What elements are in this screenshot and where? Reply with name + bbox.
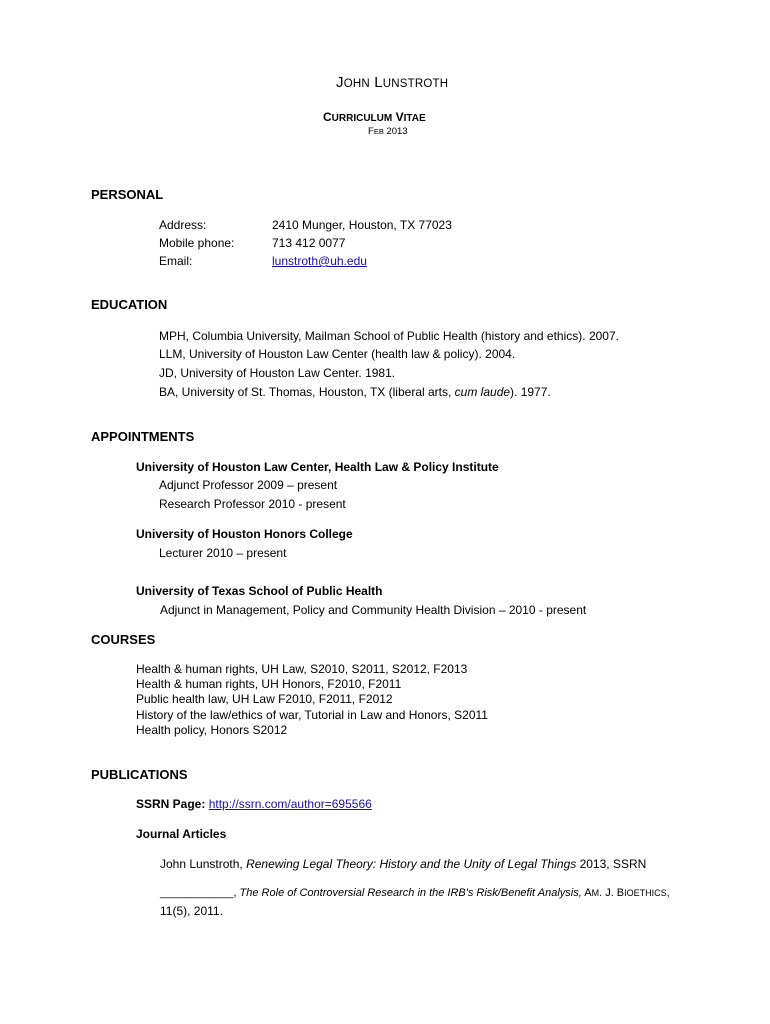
cv-name: JOHN LUNSTROTH — [336, 74, 449, 91]
personal-label-address: Address: — [159, 218, 207, 232]
section-heading-appointments: APPOINTMENTS — [91, 429, 195, 444]
cv-title: CURRICULUM VITAE — [323, 110, 426, 124]
section-heading-personal: PERSONAL — [91, 187, 164, 202]
personal-value-address: 2410 Munger, Houston, TX 77023 — [272, 218, 452, 232]
course-item: Health policy, Honors S2012 — [136, 723, 288, 737]
cv-date: FEB 2013 — [368, 126, 408, 137]
appointment-role: Adjunct Professor 2009 – present — [159, 478, 338, 492]
course-item: Health & human rights, UH Honors, F2010, F2011 — [136, 677, 402, 691]
appointment-institution: University of Houston Law Center, Health Law & Policy Institute — [136, 460, 499, 474]
education-item: LLM, University of Houston Law Center (health law & policy). 2004. — [159, 347, 516, 361]
section-heading-courses: COURSES — [91, 632, 156, 647]
course-item: History of the law/ethics of war, Tutorial in Law and Honors, S2011 — [136, 708, 488, 722]
course-item: Health & human rights, UH Law, S2010, S2011, S2012, F2013 — [136, 662, 468, 676]
appointment-institution: University of Texas School of Public Health — [136, 584, 383, 598]
appointment-role: Adjunct in Management, Policy and Community Health Division – 2010 - present — [160, 603, 587, 617]
ssrn-page-line — [136, 797, 372, 811]
article-entry-continued: 11(5), 2011. — [160, 904, 223, 918]
education-item: JD, University of Houston Law Center. 1981. — [159, 366, 396, 380]
article-entry: John Lunstroth, Renewing Legal Theory: History and the Unity of Legal Things 2013, SSRN — [160, 857, 647, 871]
course-item: Public health law, UH Law F2010, F2011, F2012 — [136, 692, 393, 706]
appointment-institution: University of Houston Honors College — [136, 527, 353, 541]
appointment-role: Lecturer 2010 – present — [159, 546, 287, 560]
ssrn-link[interactable]: http://ssrn.com/author=695566 — [208, 797, 372, 811]
journal-articles-heading: Journal Articles — [136, 827, 227, 841]
section-heading-publications: PUBLICATIONS — [91, 767, 188, 782]
personal-label-email: Email: — [159, 254, 193, 268]
appointment-role: Research Professor 2010 - present — [159, 497, 346, 511]
email-link[interactable]: lunstroth@uh.edu — [272, 254, 367, 268]
personal-label-phone: Mobile phone: — [159, 236, 235, 250]
section-heading-education: EDUCATION — [91, 297, 168, 312]
ssrn-label: SSRN Page: — [136, 797, 206, 811]
education-item: MPH, Columbia University, Mailman School of Public Health (history and ethics). 2007. — [159, 329, 619, 343]
article-entry: ____________, The Role of Controversial Research in the IRB's Risk/Benefit Analysis, AM. J. BIOETHICS, — [160, 887, 670, 899]
education-item: BA, University of St. Thomas, Houston, TX (liberal arts, cum laude). 1977. — [159, 385, 551, 399]
personal-value-phone: 713 412 0077 — [272, 236, 346, 250]
